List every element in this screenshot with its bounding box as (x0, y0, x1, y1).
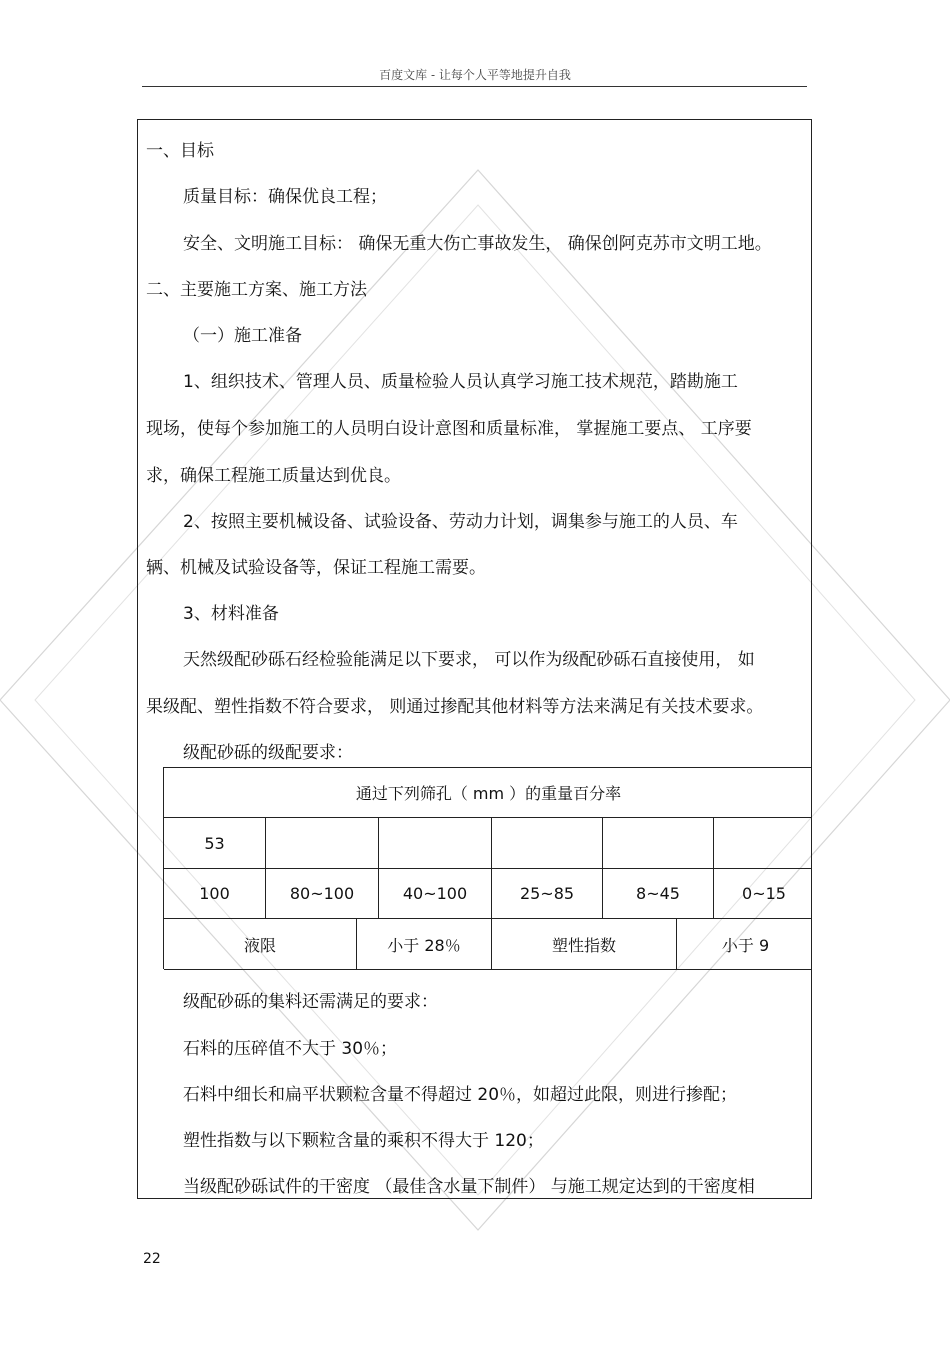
percentage-cell: 100 (164, 869, 266, 918)
item1-line1: 1、组织技术、管理人员、质量检验人员认真学习施工技术规范，踏勘施工 (183, 372, 738, 392)
heading-methods: 二、主要施工方案、施工方法 (146, 280, 367, 300)
table-header-cell: 通过下列筛孔（ mm ）的重量百分率 (164, 768, 812, 817)
material-line2: 果级配、塑性指数不符合要求， 则通过掺配其他材料等方法来满足有关技术要求。 (146, 697, 764, 717)
liquid-limit-value: 小于 28％ (357, 919, 492, 969)
crushing-value: 石料的压碎值不大于 30％； (183, 1039, 398, 1059)
percentage-cell: 8~45 (603, 869, 714, 918)
flat-particle-content: 石料中细长和扁平状颗粒含量不得超过 20％，如超过此限，则进行掺配； (183, 1085, 738, 1105)
item1-line3: 求，确保工程施工质量达到优良。 (146, 466, 401, 486)
plasticity-index-label: 塑性指数 (492, 919, 677, 969)
grading-title: 级配砂砾的级配要求： (183, 743, 353, 763)
quality-goal: 质量目标：确保优良工程； (183, 187, 387, 207)
heading-goals: 一、目标 (146, 141, 214, 161)
table-header-row (164, 768, 812, 818)
header-rule (142, 86, 807, 87)
sieve-size-cell (714, 818, 812, 868)
subheading-preparation: （一）施工准备 (183, 326, 302, 346)
percentage-cell: 0~15 (742, 884, 786, 903)
limits-row (164, 919, 812, 970)
plasticity-index-value: 小于 9 (721, 935, 770, 955)
aggregate-requirements: 级配砂砾的集料还需满足的要求： (183, 992, 438, 1012)
page-header: 百度文库 - 让每个人平等地提升自我 (379, 68, 571, 82)
item1-line2: 现场，使每个参加施工的人员明白设计意图和质量标准， 掌握施工要点、 工序要 (146, 419, 752, 439)
item3-heading: 3、材料准备 (183, 604, 279, 624)
dry-density-line: 当级配砂砾试件的干密度 （最佳含水量下制件） 与施工规定达到的干密度相 (183, 1177, 755, 1197)
liquid-limit-label: 液限 (164, 919, 357, 969)
sieve-size-cell (266, 818, 379, 868)
sieve-size-cell (379, 818, 492, 868)
content-frame (137, 119, 812, 1199)
item2-line1: 2、按照主要机械设备、试验设备、劳动力计划，调集参与施工的人员、车 (183, 512, 738, 532)
percentage-row (164, 869, 812, 919)
sieve-size-row (164, 818, 812, 869)
percentage-cell: 80~100 (266, 869, 379, 918)
plasticity-product: 塑性指数与以下颗粒含量的乘积不得大于 120； (183, 1131, 544, 1151)
grading-table (163, 767, 812, 969)
sieve-size-cell: 53 (164, 818, 266, 868)
sieve-size-cell (603, 818, 714, 868)
page-number: 22 (143, 1251, 161, 1267)
material-line1: 天然级配砂砾石经检验能满足以下要求， 可以作为级配砂砾石直接使用， 如 (183, 650, 755, 670)
percentage-cell: 40~100 (379, 869, 492, 918)
item2-line2: 辆、机械及试验设备等，保证工程施工需要。 (146, 558, 486, 578)
percentage-cell: 25~85 (492, 869, 603, 918)
safety-goal: 安全、文明施工目标： 确保无重大伤亡事故发生， 确保创阿克苏市文明工地。 (183, 234, 772, 254)
sieve-size-cell (492, 818, 603, 868)
